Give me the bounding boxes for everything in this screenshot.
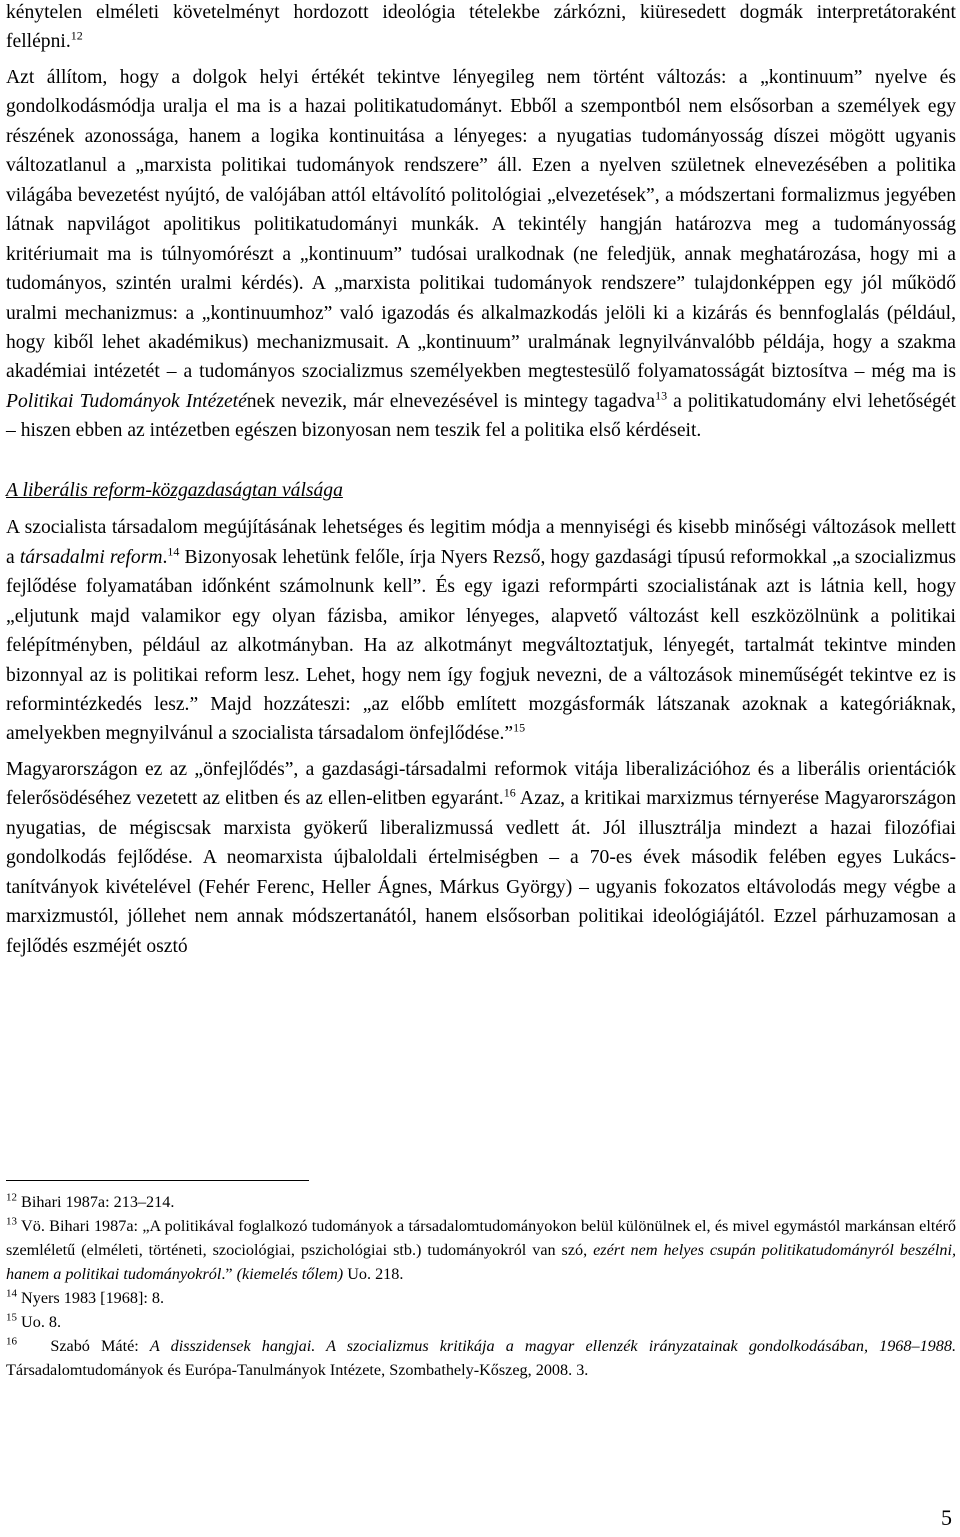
footnote-separator — [6, 1180, 309, 1181]
section-gap — [6, 446, 956, 476]
paragraph: Azt állítom, hogy a dolgok helyi értékét tekintve lényegileg nem történt változás: a „kontinuum” nyelve és gondolkodásmódja uralja el ma is a hazai politikatudományt. Ebből a szempontból nem elsősorban a személyek egy részének azonossága, hanem a logika kontinuitása a lényeges: a nyugatias tudományosság díszei mögött ugyanis változatlanul a „marxista politikai tudományok rendszere” áll. Ezen a nyelven születnek elnevezésében a politika világába bevezetést nyújtó, de valójában attól eltávolító politológiai „elvezetések”, a módszertani formalizmus jegyében látnak napvilágot apolitikus politikatudományi munkák. A tekintély hangján határozva meg a tudományosság kritériumait ma is túlnyomórészt a „kontinuum” tudósai uralkodnak (ne feledjük, annak meghatározása, hogy mi a tudományos, szintén uralmi kérdés). A „marxista politikai tudományok rendszere” tulajdonképpen egy jól működő uralmi mechanizmus: a „kontinuumhoz” való igazodás és alkalmazkodás jelöli ki a kizárás és bennfoglalás (például, hogy kiből lehet akadémikus) mechanizmusait. A „kontinuum” uralmának legnyilvánvalóbb példája, hogy a szakma akadémiai intézetét – a tudományos szocializmus személyekben megtestesülő folyamatosságát biztosítva – még ma is Politikai Tudományok Intézetének nevezik, már elnevezésével is mintegy tagadva$^{13}$ a politikatudomány elvi lehetőségét – hiszen ebben az intézetben egészen bizonyosan nem teszik fel a politika első kérdéseit. — [6, 66, 956, 442]
footnote: $^{14}$ Nyers 1983 [1968]: 8. — [6, 1287, 165, 1307]
page-number: 5 — [941, 1505, 952, 1530]
footnote: $^{13}$ Vö. Bihari 1987a: „A politikával foglalkozó tudományok a társadalomtudományokon belül különülnek el, és mivel egymástól markánsan eltérő szemléletű (elméleti, történeti, szociológiai, pszichológiai stb.) tudományokról van szó, ezért nem helyes csupán politikatudományról beszélni, hanem a politikai tudományokról.” (kiemelés tőlem) Uo. 218. — [6, 1215, 956, 1283]
footnotes — [6, 1190, 956, 1382]
footnote: $^{16}$ Szabó Máté: A disszidensek hangjai. A szocializmus kritikája a magyar ellenzék irányzatainak gondolkodásában, 1968–1988. Társadalomtudományok és Európa-Tanulmányok Intézete, Szombathely-Kőszeg, 2008. 3. — [6, 1335, 956, 1379]
paragraph: Magyarországon ez az „önfejlődés”, a gazdasági-társadalmi reformok vitája liberalizációhoz és a liberális orientációk felerősödéséhez vezetett az elitben és az ellen-elitben egyaránt.$^{16}$ Azaz, a kritikai marxizmus térnyerése Magyarországon nyugatias, de mégiscsak marxista gyökerű liberalizmussá vedlett át. Jól illusztrálja mindezt a hazai filozófiai gondolkodás fejlődése. A neomarxista újbaloldali értelmiségben – a 70-es évek második felében egyes Lukács-tanítványok kivételével (Fehér Ferenc, Heller Ágnes, Márkus György) – ugyanis fokozatos eltávolodás megy végbe a marxizmustól, jóllehet nem annak módszertanától, hanem elsősorban politikai ideológiájától. Ezzel párhuzamosan a fejlődés eszméjét osztó — [6, 758, 956, 957]
footnote: $^{15}$ Uo. 8. — [6, 1311, 62, 1331]
footnote: $^{12}$ Bihari 1987a: 213–214. — [6, 1191, 175, 1211]
paragraph: A szocialista társadalom megújításának lehetséges és legitim módja a mennyiségi és kisebb minőségi változások mellett a társadalmi reform.$^{14}$ Bizonyosak lehetünk felőle, írja Nyers Rezső, hogy gazdasági típusú reformokkal „a szocializmus fejlődése folyamatában időnként számolnunk kell”. És egy igazi reformpárti szocialistának azt is látnia kell, hogy „eljutunk majd valamikor egy olyan fázisba, amikor lényeges, alapvető változást kell eszközölnünk a politikai felépítményben, például az alkotmányban. Ha az alkotmányt megváltoztatjuk, lényegét, tartalmát tekintve minden bizonnyal az is politikai reform lesz. Lehet, hogy nem így fogjuk nevezni, de a változások mineműségét tekintve ez is reformintézkedés lesz.” Majd hozzáteszi: „az előbb említett mozgásformák látszanak azoknak a kategóriáknak, amelyekben megnyilvánul a szocialista társadalom önfejlődése.”$^{15}$ — [6, 517, 956, 745]
paragraph: kénytelen elméleti követelményt hordozott ideológia tételekbe zárkózni, kiüresedett dogmák interpretátoraként fellépni.$^{12}$ — [6, 2, 956, 53]
section-heading: A liberális reform-közgazdaságtan válsága — [6, 479, 343, 501]
main-text — [6, 0, 956, 961]
